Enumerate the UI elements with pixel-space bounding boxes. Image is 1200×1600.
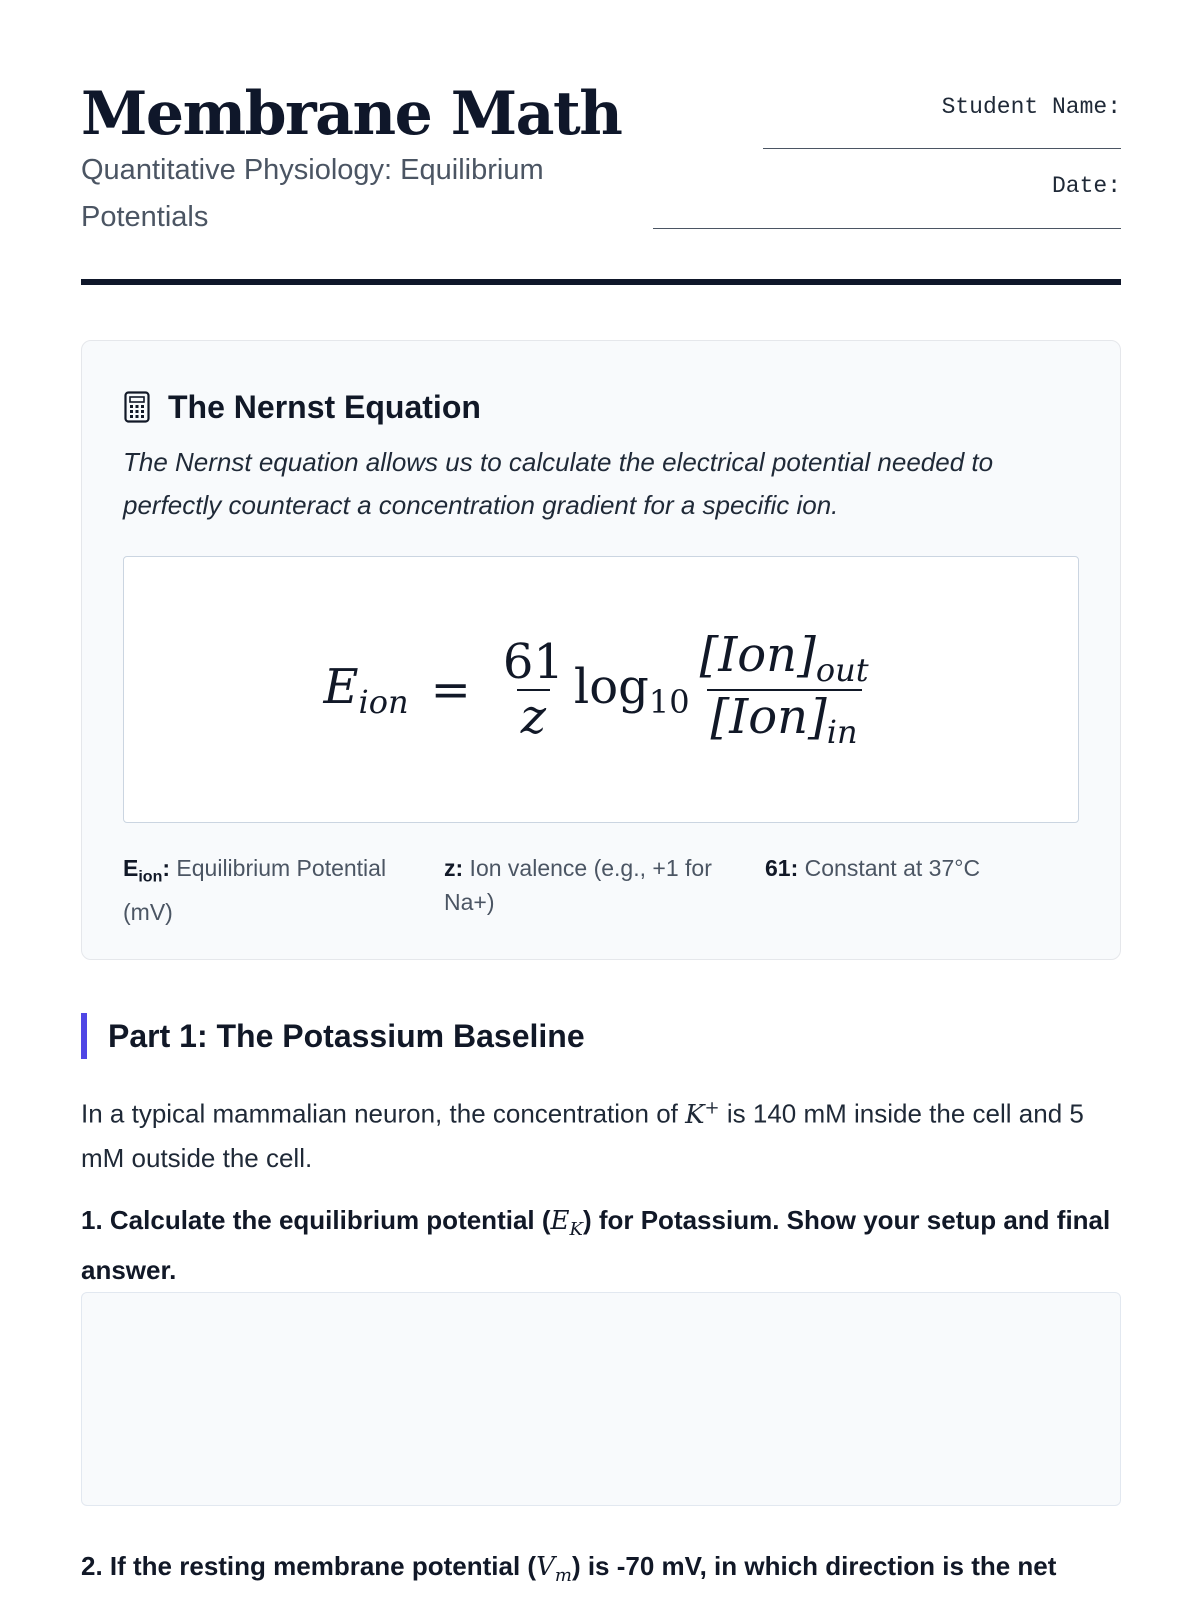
formula-constant-fraction: $\frac{61}{z}$ — [502, 633, 564, 745]
question-1-answer-box[interactable] — [81, 1292, 1121, 1506]
header-divider — [81, 279, 1121, 285]
nernst-equation-card — [81, 340, 1121, 960]
question-1: 1. Calculate the equilibrium potential $(E_K)$ for Potassium. Show your setup and final answer. — [81, 1205, 1111, 1286]
formula-ratio-fraction: $\frac{[Ion]_{out}}{[Ion]_{in}}$ — [699, 627, 869, 751]
card-heading — [124, 385, 481, 429]
formula-log: $\log_{10}$ — [573, 658, 690, 721]
legend-item-eion: $E_{ion}$: Equilibrium Potential (mV) — [123, 855, 387, 925]
legend-item-z: z: Ion valence (e.g., +1 for Na+) — [444, 855, 712, 915]
legend-item-constant: 61: Constant at 37°C — [765, 855, 981, 881]
formula-equals: = — [430, 661, 471, 718]
nernst-formula — [124, 557, 1078, 822]
page-subtitle: Quantitative Physiology: Equilibrium Potentials — [81, 154, 544, 233]
part1-heading: Part 1: The Potassium Baseline — [81, 1013, 585, 1059]
date-field[interactable] — [653, 228, 1121, 229]
page-title: Membrane Math — [81, 79, 622, 149]
date-label: Date: — [1051, 173, 1121, 199]
question-2: 2. If the resting membrane potential $(V_m)$ is -70 mV, in which direction is the net — [81, 1551, 1057, 1587]
student-name-field[interactable] — [763, 148, 1121, 149]
student-name-label: Student Name: — [941, 94, 1121, 120]
formula-lhs: $E_{ion}$ — [323, 658, 409, 721]
card-title: The Nernst Equation — [168, 388, 481, 425]
card-intro: The Nernst equation allows us to calculate the electrical potential needed to perfectly counteract a concentration gradient for a specific ion. — [123, 447, 994, 520]
formula-box — [123, 556, 1079, 823]
calculator-icon — [124, 391, 150, 423]
part1-intro: In a typical mammalian neuron, the concentration of K+ is 140 mM inside the cell and 5 mM outside the cell. — [81, 1097, 1084, 1173]
